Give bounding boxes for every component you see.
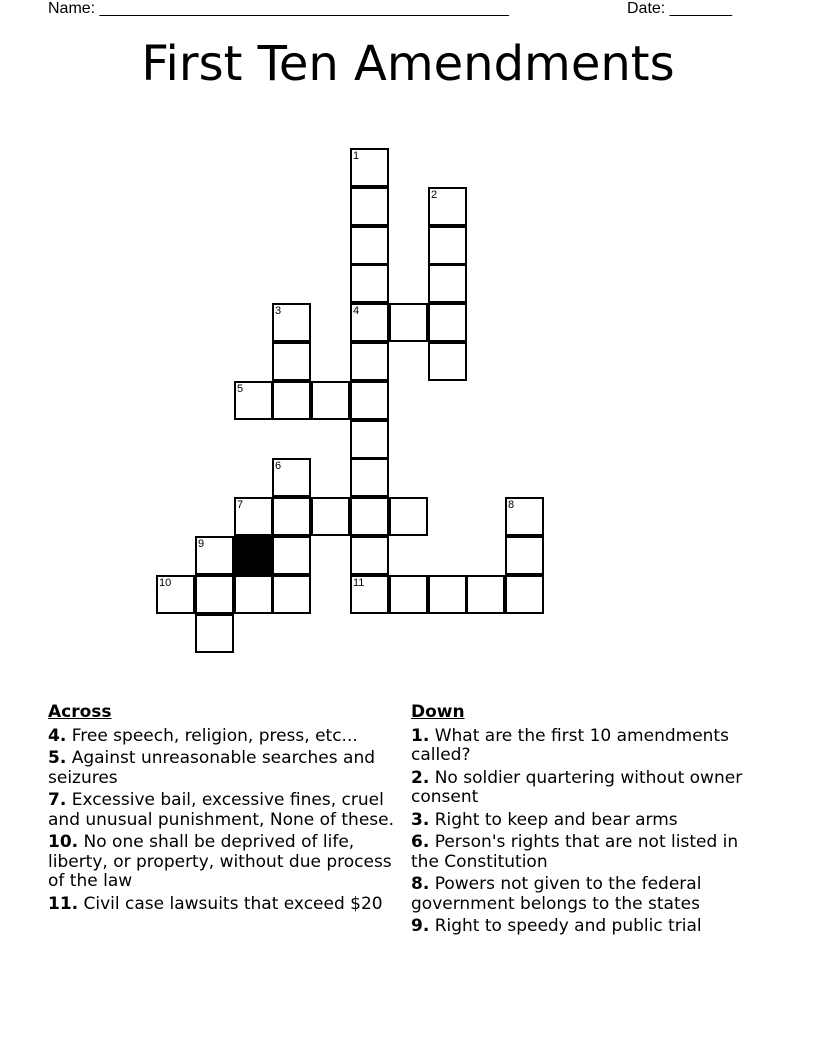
clue-num: 3. bbox=[411, 809, 430, 830]
clue-num: 5. bbox=[48, 748, 67, 768]
crossword-cell[interactable] bbox=[234, 381, 273, 420]
crossword-cell[interactable] bbox=[195, 614, 234, 653]
clue-text: Right to speedy and public trial bbox=[429, 916, 702, 936]
across-clue-list bbox=[48, 727, 400, 915]
crossword-cell[interactable] bbox=[428, 187, 467, 226]
crossword-cell[interactable] bbox=[234, 575, 273, 614]
crossword-cell[interactable] bbox=[350, 497, 389, 536]
down-clue bbox=[411, 875, 751, 914]
crossword-cell[interactable] bbox=[311, 497, 350, 536]
crossword-cell[interactable] bbox=[272, 536, 311, 575]
clue-text: Powers not given to the federal government belongs to the states bbox=[411, 874, 702, 914]
clue-num: 7. bbox=[48, 790, 67, 810]
down-clue bbox=[411, 727, 751, 766]
across-clue bbox=[48, 895, 400, 915]
clue-number: 3 bbox=[275, 305, 282, 317]
clue-number: 7 bbox=[237, 499, 244, 511]
clue-text: Excessive bail, excessive fines, cruel and unusual punishment, None of these. bbox=[48, 790, 395, 830]
crossword-cell[interactable] bbox=[311, 381, 350, 420]
clue-number: 9 bbox=[198, 538, 205, 550]
crossword-cell[interactable] bbox=[350, 303, 389, 342]
crossword-cell[interactable] bbox=[389, 497, 428, 536]
crossword-cell[interactable] bbox=[272, 575, 311, 614]
down-heading: Down bbox=[411, 702, 465, 722]
crossword-cell[interactable] bbox=[350, 226, 389, 265]
clue-num: 6. bbox=[411, 832, 430, 852]
crossword-cell[interactable] bbox=[505, 497, 544, 536]
down-clue bbox=[411, 833, 751, 872]
crossword-cell[interactable] bbox=[350, 187, 389, 226]
crossword-cell[interactable] bbox=[466, 575, 505, 614]
clue-text: Against unreasonable searches and seizures bbox=[48, 748, 376, 788]
clue-num: 8. bbox=[411, 874, 430, 894]
clue-number: 2 bbox=[431, 189, 438, 201]
crossword-cell[interactable] bbox=[350, 381, 389, 420]
across-heading: Across bbox=[48, 702, 112, 722]
crossword-cell[interactable] bbox=[195, 575, 234, 614]
crossword-cell[interactable] bbox=[350, 420, 389, 459]
clue-text: Civil case lawsuits that exceed $20 bbox=[78, 893, 383, 914]
down-clues bbox=[411, 703, 751, 940]
clue-num: 10. bbox=[48, 832, 79, 852]
crossword-block-cell bbox=[234, 536, 273, 575]
down-clue bbox=[411, 769, 751, 808]
date-field-label: Date: _______ bbox=[627, 0, 732, 17]
clue-text: Right to keep and bear arms bbox=[429, 809, 678, 830]
crossword-cell[interactable] bbox=[272, 381, 311, 420]
crossword-cell[interactable] bbox=[272, 458, 311, 497]
clue-number: 11 bbox=[353, 577, 365, 589]
crossword-cell[interactable] bbox=[156, 575, 195, 614]
clue-text: No soldier quartering without owner consent bbox=[411, 767, 743, 807]
crossword-cell[interactable] bbox=[350, 148, 389, 187]
clue-num: 9. bbox=[411, 916, 430, 936]
crossword-cell[interactable] bbox=[350, 575, 389, 614]
clue-number: 1 bbox=[353, 150, 360, 162]
name-field-label: Name: ______________________________________________ bbox=[48, 0, 509, 17]
clue-num: 11. bbox=[48, 893, 79, 914]
crossword-cell[interactable] bbox=[272, 342, 311, 381]
crossword-cell[interactable] bbox=[272, 497, 311, 536]
across-clue bbox=[48, 727, 400, 747]
crossword-cell[interactable] bbox=[350, 536, 389, 575]
down-clue bbox=[411, 811, 751, 831]
crossword-cell[interactable] bbox=[272, 303, 311, 342]
across-clue bbox=[48, 833, 400, 892]
across-clue bbox=[48, 791, 400, 830]
crossword-cell[interactable] bbox=[428, 342, 467, 381]
clue-text: Free speech, religion, press, etc... bbox=[66, 725, 358, 746]
crossword-cell[interactable] bbox=[234, 497, 273, 536]
across-clue bbox=[48, 749, 400, 788]
crossword-cell[interactable] bbox=[389, 303, 428, 342]
page-title: First Ten Amendments bbox=[141, 36, 675, 92]
crossword-cell[interactable] bbox=[195, 536, 234, 575]
clue-number: 4 bbox=[353, 305, 360, 317]
down-clue-list bbox=[411, 727, 751, 937]
crossword-cell[interactable] bbox=[350, 342, 389, 381]
clue-text: Person's rights that are not listed in the Constitution bbox=[411, 832, 739, 872]
crossword-cell[interactable] bbox=[428, 264, 467, 303]
clue-number: 6 bbox=[275, 460, 282, 472]
crossword-cell[interactable] bbox=[389, 575, 428, 614]
clue-num: 2. bbox=[411, 767, 430, 788]
clue-text: No one shall be deprived of life, liberty, or property, without due process of the law bbox=[48, 832, 392, 891]
crossword-cell[interactable] bbox=[505, 536, 544, 575]
crossword-cell[interactable] bbox=[350, 458, 389, 497]
crossword-cell[interactable] bbox=[428, 575, 467, 614]
crossword-cell[interactable] bbox=[428, 303, 467, 342]
crossword-cell[interactable] bbox=[505, 575, 544, 614]
clue-text: What are the first 10 amendments called? bbox=[411, 725, 729, 765]
clue-number: 10 bbox=[159, 577, 172, 589]
crossword-cell[interactable] bbox=[350, 264, 389, 303]
crossword-cell[interactable] bbox=[428, 226, 467, 265]
across-clues bbox=[48, 703, 400, 917]
clue-number: 8 bbox=[508, 499, 515, 511]
clue-number: 5 bbox=[237, 383, 244, 395]
down-clue bbox=[411, 917, 751, 937]
clue-num: 4. bbox=[48, 725, 67, 746]
clue-num: 1. bbox=[411, 725, 430, 746]
